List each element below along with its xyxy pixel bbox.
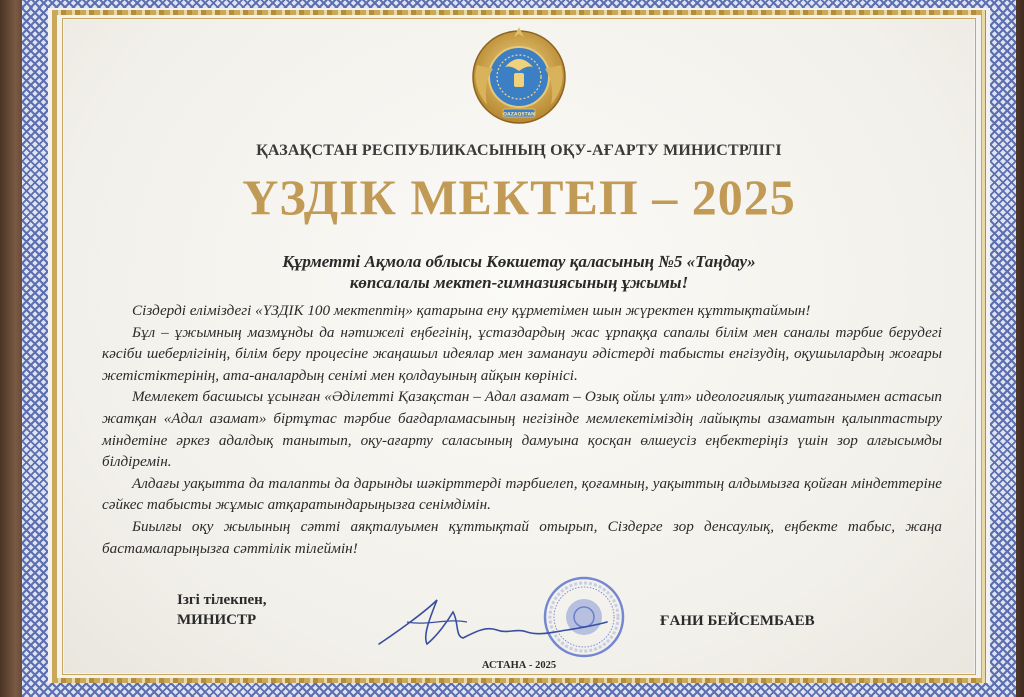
address-line-2: көпсалалы мектеп-гимназиясының ұжымы! — [349, 273, 689, 292]
ministry-title: ҚАЗАҚСТАН РЕСПУБЛИКАСЫНЫҢ ОҚУ-АҒАРТУ МИНИСТРЛІГІ — [256, 142, 782, 159]
award-title: ҮЗДІК МЕКТЕП – 2025 — [242, 169, 796, 225]
certificate — [22, 0, 1016, 697]
emblem-lettering: QAZAQSTAN — [503, 112, 535, 118]
signoff-block — [177, 590, 267, 630]
city-year: АСТАНА - 2025 — [481, 660, 557, 671]
border-pattern-left — [22, 0, 48, 697]
border-pattern-top — [22, 0, 1016, 8]
state-emblem-icon — [469, 25, 569, 127]
address-line-1: Құрметті Ақмола облысы Көкшетау қаласының №5 «Таңдау» — [282, 252, 756, 271]
paragraph-achievement: Бұл – ұжымның мазмұнды да нәтижелі еңбегінің, ұстаздардың жас ұрпаққа сапалы білім мен саналы тәрбие берудегі кәсіби шеберлігінің, білім беру процесіне жаңашыл идеялар мен заманауи әдістерді табысты енгізудің, оқушылардың жоғары жетістіктерінің, ата-аналардың сенімі мен қолдауының айқын көрінісі. — [102, 323, 942, 384]
paragraph-gratitude: Мемлекет басшысы ұсынған «Әділетті Қазақстан – Адал азамат – Озық ойлы ұлт» идеологиялық уштағанымен астасып жатқан «Адал азамат» біртұтас тәрбие бағдарламасының негізінде мемлекетіміздің лайықты азаматын қалыптастыру міндетіне әркез адалдық танытып, оқу-ағарту саласының дамуына қосқан өлшеусіз еңбектеріңіз үшін зор алғысымды білдіремін. — [102, 388, 942, 471]
signatory-name: ҒАНИ БЕЙСЕМБАЕВ — [660, 613, 815, 629]
signoff-greeting: Ізгі тілекпен, — [177, 592, 267, 608]
paragraph-confidence: Алдағы уақытта да талапты да дарынды шәкірттерді тәрбиелеп, қоғамның, уақыттың алдымызға қойған міндеттеріне сәйкес табысты жұмыс атқаратындарыңызға сенімдімін. — [102, 474, 942, 514]
paragraph-wishes: Биылғы оқу жылының сәтті аяқталуымен құттықтай отырып, Сіздерге зор денсаулық, еңбекте табыс, жаңа бастамаларыңызға сәттілік тілеймін! — [102, 517, 942, 557]
paragraph-congratulation: Сіздерді еліміздегі «ҮЗДІК 100 мектептің» қатарына ену құрметімен шын жүректен құттықтаймын! — [132, 302, 811, 319]
border-pattern-right — [990, 0, 1016, 697]
letter-body — [102, 300, 942, 559]
signature-icon — [367, 592, 612, 652]
signoff-position: МИНИСТР — [177, 612, 257, 628]
border-pattern-bottom — [22, 683, 1016, 697]
